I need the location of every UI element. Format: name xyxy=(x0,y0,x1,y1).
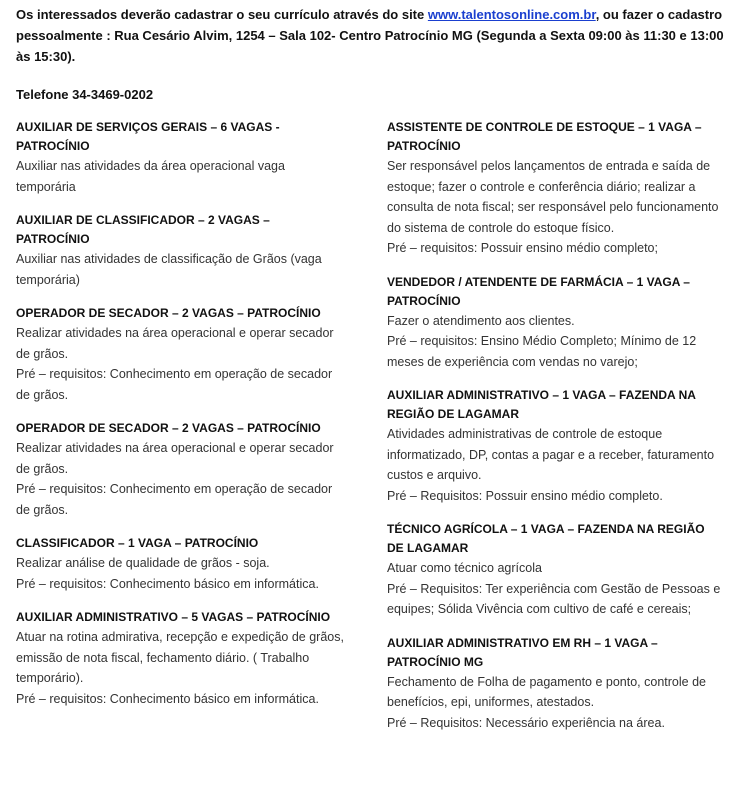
job-description: Auxiliar nas atividades de classificação de Grãos (vaga temporária) xyxy=(16,252,322,287)
job-title: AUXILIAR ADMINISTRATIVO – 1 VAGA – FAZENDA NA REGIÃO DE LAGAMAR xyxy=(387,388,696,421)
job-title: AUXILIAR ADMINISTRATIVO – 5 VAGAS – PATROCÍNIO xyxy=(16,610,331,624)
job-title: AUXILIAR ADMINISTRATIVO EM RH – 1 VAGA – PATROCÍNIO MG xyxy=(387,635,658,669)
header-text-before-link: Os interessados deverão cadastrar o seu currículo através do site xyxy=(16,7,428,22)
job-description: Realizar análise de qualidade de grãos - soja. xyxy=(16,556,270,570)
job-requirements: Pré – requisitos: Ensino Médio Completo; Mínimo de 12 meses de experiência com vendas no varejo; xyxy=(387,334,697,369)
job-title: VENDEDOR / ATENDENTE DE FARMÁCIA – 1 VAGA – PATROCÍNIO xyxy=(387,274,690,308)
job-description: Fechamento de Folha de pagamento e ponto, controle de benefícios, epi, uniformes, atestados. xyxy=(387,674,706,709)
job-requirements: Pré – requisitos: Possuir ensino médio completo; xyxy=(387,241,658,255)
left-column xyxy=(16,118,346,723)
job-description: Realizar atividades na área operacional e operar secador de grãos. xyxy=(16,326,334,361)
job-listing xyxy=(387,386,723,506)
job-title: TÉCNICO AGRÍCOLA – 1 VAGA – FAZENDA NA REGIÃO DE LAGAMAR xyxy=(387,522,705,555)
job-listing xyxy=(16,118,346,197)
job-listing xyxy=(387,118,723,259)
job-listing xyxy=(16,304,346,405)
job-listing xyxy=(16,608,346,709)
job-requirements: Pré – requisitos: Conhecimento em operação de secador de grãos. xyxy=(16,367,333,402)
job-requirements: Pré – requisitos: Conhecimento em operação de secador de grãos. xyxy=(16,482,333,517)
job-description: Atuar como técnico agrícola xyxy=(387,561,542,575)
job-title: AUXILIAR DE CLASSIFICADOR – 2 VAGAS – PATROCÍNIO xyxy=(16,213,270,246)
job-description: Atividades administrativas de controle de estoque informatizado, DP, contas a pagar e a receber, faturamento custos e arquivo. xyxy=(387,427,715,482)
job-title: OPERADOR DE SECADOR – 2 VAGAS – PATROCÍNIO xyxy=(16,421,321,435)
job-listing xyxy=(16,419,346,520)
job-requirements: Pré – Requisitos: Possuir ensino médio completo. xyxy=(387,488,663,503)
header-text-after-link: , ou fazer o cadastro pessoalmente : Rua Cesário Alvim, 1254 – Sala 102- Centro Patrocínio MG (Segunda a Sexta 09:00 às 11:30 e 13:00 às 15:30). xyxy=(16,7,724,64)
job-description: Ser responsável pelos lançamentos de entrada e saída de estoque; fazer o controle e conferência diário; realizar a consulta de nota fiscal; ser responsável pelo funcionamento do sistema de controle do estoque físico. xyxy=(387,159,719,235)
job-description: Auxiliar nas atividades da área operacional vaga temporária xyxy=(16,159,285,194)
job-requirements: Pré – requisitos: Conhecimento básico em informática. xyxy=(16,576,319,591)
job-listing xyxy=(387,520,723,620)
job-listing xyxy=(387,273,723,373)
job-requirements: Pré – requisitos: Conhecimento básico em informática. xyxy=(16,691,319,706)
phone-number: Telefone 34-3469-0202 xyxy=(16,87,154,102)
job-description: Fazer o atendimento aos clientes. xyxy=(387,313,575,328)
job-listing xyxy=(387,634,723,734)
right-column xyxy=(387,118,723,747)
job-requirements: Pré – Requisitos: Ter experiência com Gestão de Pessoas e equipes; Sólida Vivência com cultivo de café e cereais; xyxy=(387,581,721,616)
job-listing xyxy=(16,211,346,290)
header-instructions xyxy=(16,4,724,67)
job-title: ASSISTENTE DE CONTROLE DE ESTOQUE – 1 VAGA – PATROCÍNIO xyxy=(387,120,702,153)
job-title: OPERADOR DE SECADOR – 2 VAGAS – PATROCÍNIO xyxy=(16,306,321,320)
job-listing xyxy=(16,534,346,594)
job-title: AUXILIAR DE SERVIÇOS GERAIS – 6 VAGAS - PATROCÍNIO xyxy=(16,120,280,153)
job-requirements: Pré – Requisitos: Necessário experiência na área. xyxy=(387,715,665,730)
website-link[interactable]: www.talentosonline.com.br xyxy=(427,7,596,22)
job-title: CLASSIFICADOR – 1 VAGA – PATROCÍNIO xyxy=(16,536,259,550)
job-description: Realizar atividades na área operacional e operar secador de grãos. xyxy=(16,441,334,476)
job-description: Atuar na rotina admirativa, recepção e expedição de grãos, emissão de nota fiscal, fechamento diário. ( Trabalho temporário). xyxy=(16,630,344,685)
